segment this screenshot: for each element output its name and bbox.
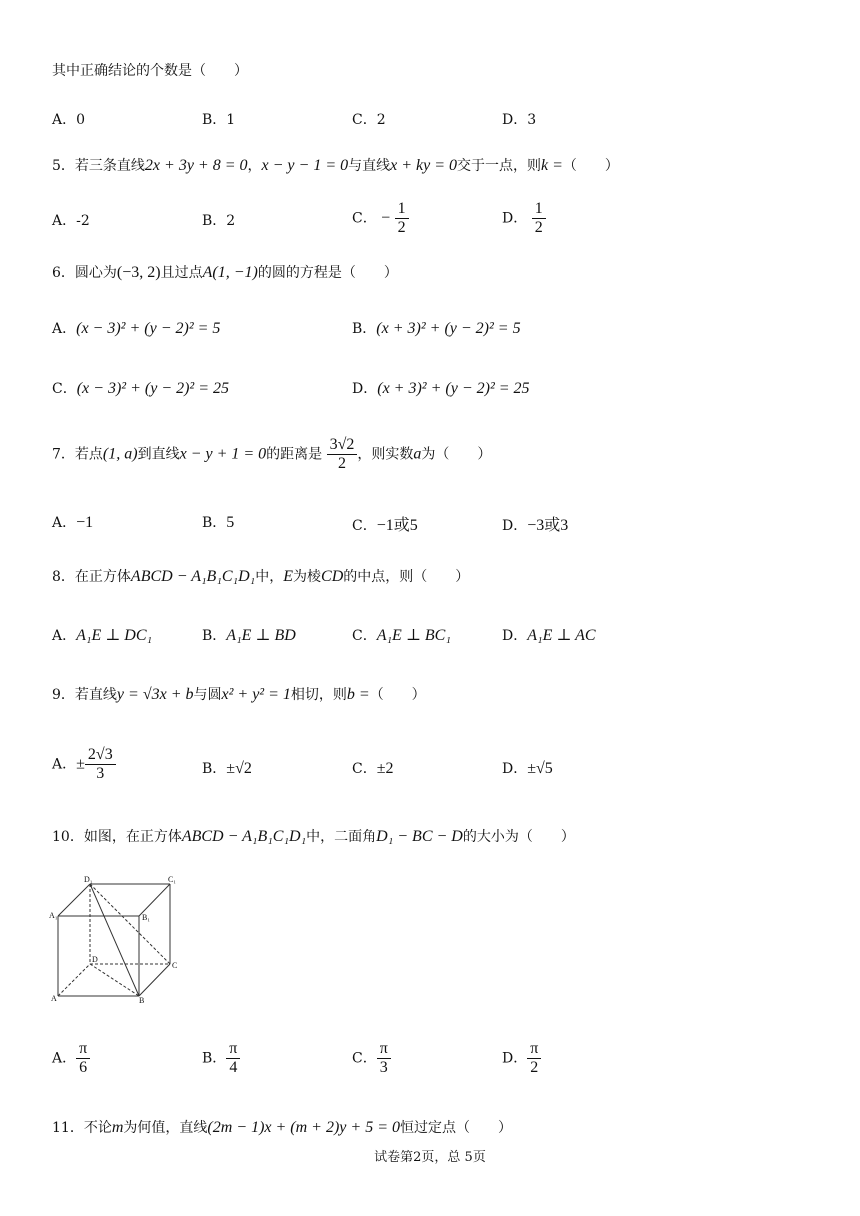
label-c: C [172,961,178,970]
q9-circle: x² + y² = 1 [221,686,291,703]
q8-edge: CD [321,568,344,585]
question-text: 其中正确结论的个数是（ ） [52,63,248,79]
option-b: B．1 [202,112,236,128]
q10-option-d [502,1040,541,1077]
q9-prefix: 9．若直线 [52,687,117,703]
q9-mid: 与圆 [193,687,222,703]
question-9 [52,684,426,704]
q7-option-c-value: −1或5 [376,517,418,534]
q5-option-c-label: C． [352,210,377,227]
q9-option-a-label: A． [52,756,77,773]
q6-option-a [52,318,220,338]
numerator: π [79,1040,88,1057]
page-footer: 试卷第2页，总 5页 [374,1150,486,1165]
numerator: π [379,1040,388,1057]
q7-point: (1, a) [102,445,138,463]
q11-line: (2m − 1)x + (m + 2)y + 5 = 0 [207,1119,400,1136]
q7-option-a [52,512,93,532]
q10-option-b-fraction [226,1040,240,1077]
q5-option-d [502,200,546,237]
q6-point: A(1, −1) [202,264,258,281]
q5-suffix: （ ） [562,158,619,174]
q10-prefix: 10．如图，在正方体 [52,829,182,845]
q10-solid: ABCD − A₁B₁C₁D₁ [181,828,307,845]
q7-suffix-a: ，则实数 [357,446,414,463]
q8-option-a-label: A． [52,628,77,644]
q10-option-a-fraction [76,1040,90,1077]
q10-option-a [52,1040,90,1077]
q8-option-b [202,625,296,645]
q10-option-b [202,1040,240,1077]
q8-var: E [283,568,294,585]
q10-option-c-fraction [377,1040,391,1077]
q9-option-c [352,758,394,778]
q8-option-d-value: A₁E ⊥ AC [527,627,596,644]
q7-option-d-value: −3或3 [527,517,569,534]
numerator: 2√3 [87,746,113,763]
q6-option-a-value: (x − 3)² + (y − 2)² = 5 [76,320,221,337]
q9-option-c-value: ±2 [376,760,394,777]
q7-option-b-value: 5 [226,514,235,531]
q8-mid2: 为棱 [293,569,322,585]
q5-var: k = [541,157,563,174]
question-8 [52,566,469,586]
label-d: D [92,955,98,964]
q9-option-b-label: B． [202,761,227,777]
label-d1: D₁ [84,875,93,884]
q8-solid: ABCD − A₁B₁C₁D₁ [130,568,256,585]
denominator: 2 [327,454,358,473]
q8-option-a-value: A₁E ⊥ DC₁ [76,627,153,644]
q6-option-a-label: A． [52,321,77,337]
q9-option-b-value: ±√2 [226,760,252,777]
q5-mid: ， [247,158,262,174]
q8-option-b-value: A₁E ⊥ BD [226,627,296,644]
q5-option-c [352,200,409,237]
question-6 [52,262,398,282]
q7-option-b [202,512,234,532]
q7-prefix: 7．若点 [52,446,103,463]
numerator: 1 [534,200,543,217]
label-a: A [51,994,57,1003]
question-11 [52,1117,512,1137]
q6-option-c-value: (x − 3)² + (y − 2)² = 25 [76,380,230,397]
q5-option-d-fraction [532,200,546,237]
q8-option-c-label: C． [352,628,377,644]
q6-center: (−3, 2) [116,264,161,281]
label-a1: A₁ [49,911,58,920]
denominator: 2 [395,218,409,237]
q8-option-d [502,625,596,645]
numerator: π [530,1040,539,1057]
q5-mid2: 与直线 [348,158,391,174]
q7-option-c [352,512,418,535]
q9-suffix: （ ） [369,687,426,703]
label-b1: B₁ [142,913,151,922]
q5-option-a: A．-2 [52,213,90,229]
q9-option-a-fraction [85,746,116,783]
q8-option-d-label: D． [502,628,528,644]
numerator: 1 [397,200,406,217]
q5-mid3: 交于一点，则 [457,158,542,174]
denominator: 4 [226,1058,240,1077]
q6-option-b-value: (x + 3)² + (y − 2)² = 5 [376,320,521,337]
q8-suffix: 的中点，则（ ） [343,569,470,585]
q5-option-d-label: D． [502,210,528,227]
q9-option-d-label: D． [502,761,528,777]
q6-option-b [352,318,521,338]
option-c: C．2 [352,112,386,128]
q5-option-c-fraction [395,200,409,237]
q7-option-a-value: −1 [76,514,94,531]
q10-suffix: 的大小为（ ） [462,829,575,845]
label-c1: C₁ [168,875,177,884]
q5-eq3: x + ky = 0 [390,157,458,174]
q9-option-a-sign: ± [76,755,85,773]
q7-option-b-label: B． [202,515,227,531]
q9-option-d-value: ±√5 [527,760,553,777]
label-b: B [139,996,145,1005]
numerator: 3√2 [329,436,355,453]
segment-d1b [90,884,139,996]
q5-eq2: x − y − 1 = 0 [261,157,349,174]
q6-option-c-label: C． [52,381,77,397]
question-5 [52,155,619,175]
q7-option-d-label: D． [502,518,528,534]
q6-prefix: 6．圆心为 [52,265,117,281]
q7-option-a-label: A． [52,515,77,531]
numerator: π [229,1040,238,1057]
q9-option-d [502,758,553,778]
denominator: 6 [76,1058,90,1077]
q10-option-c [352,1040,391,1077]
denominator: 2 [532,218,546,237]
q8-prefix: 8．在正方体 [52,569,131,585]
q5-prefix: 5．若三条直线 [52,158,145,174]
q11-var: m [111,1119,124,1136]
q8-option-a [52,625,152,645]
q7-suffix-b: 为（ ） [421,446,492,463]
q9-option-b [202,758,252,778]
q10-mid: 中，二面角 [306,829,377,845]
q6-option-b-label: B． [352,321,377,337]
denominator: 3 [85,764,116,783]
edge-a1d1 [58,884,90,916]
q6-suffix: 的圆的方程是（ ） [257,265,398,281]
q9-option-c-label: C． [352,761,377,777]
q5-option-c-sign: − [381,209,391,227]
edge-bc [139,964,170,996]
q5-option-b: B．2 [202,213,236,229]
q5-eq1: 2x + 3y + 8 = 0 [144,157,248,174]
q7-mid2: 的距离是 [266,446,323,463]
cube-figure [48,874,188,1006]
q8-option-c [352,625,451,645]
option-a: A．0 [52,112,86,128]
q7-distance-fraction [327,436,358,473]
q6-option-d [352,378,530,398]
q7-mid: 到直线 [137,446,180,463]
q6-option-c [52,378,229,398]
q6-option-d-value: (x + 3)² + (y − 2)² = 25 [377,380,530,397]
q10-option-d-label: D． [502,1050,528,1067]
q8-mid: 中， [255,569,284,585]
q7-option-c-label: C． [352,518,377,534]
q9-line: y = √3x + b [116,686,194,703]
question-stem [52,60,248,80]
q11-mid: 为何值，直线 [123,1120,208,1136]
q10-option-b-label: B． [202,1050,227,1067]
q10-angle: D₁ − BC − D [376,828,463,845]
q9-mid2: 相切，则 [290,687,347,703]
edge-ad-hidden [58,964,90,996]
q8-option-b-label: B． [202,628,227,644]
question-10 [52,826,575,846]
q8-option-c-value: A₁E ⊥ BC₁ [376,627,451,644]
q7-var: a [413,445,422,463]
q10-option-d-fraction [527,1040,541,1077]
question-7 [52,436,491,473]
q11-prefix: 11．不论 [52,1120,112,1136]
option-d: D．3 [502,112,537,128]
denominator: 2 [527,1058,541,1077]
q10-option-a-label: A． [52,1050,77,1067]
q9-var: b = [346,686,370,703]
q7-option-d [502,512,568,535]
q9-option-a [52,746,116,783]
q11-suffix: 恒过定点（ ） [400,1120,512,1136]
q10-option-c-label: C． [352,1050,377,1067]
denominator: 3 [377,1058,391,1077]
q7-line: x − y + 1 = 0 [179,445,267,463]
q6-option-d-label: D． [352,381,378,397]
q6-mid: 且过点 [160,265,203,281]
edge-b1c1 [139,884,170,916]
